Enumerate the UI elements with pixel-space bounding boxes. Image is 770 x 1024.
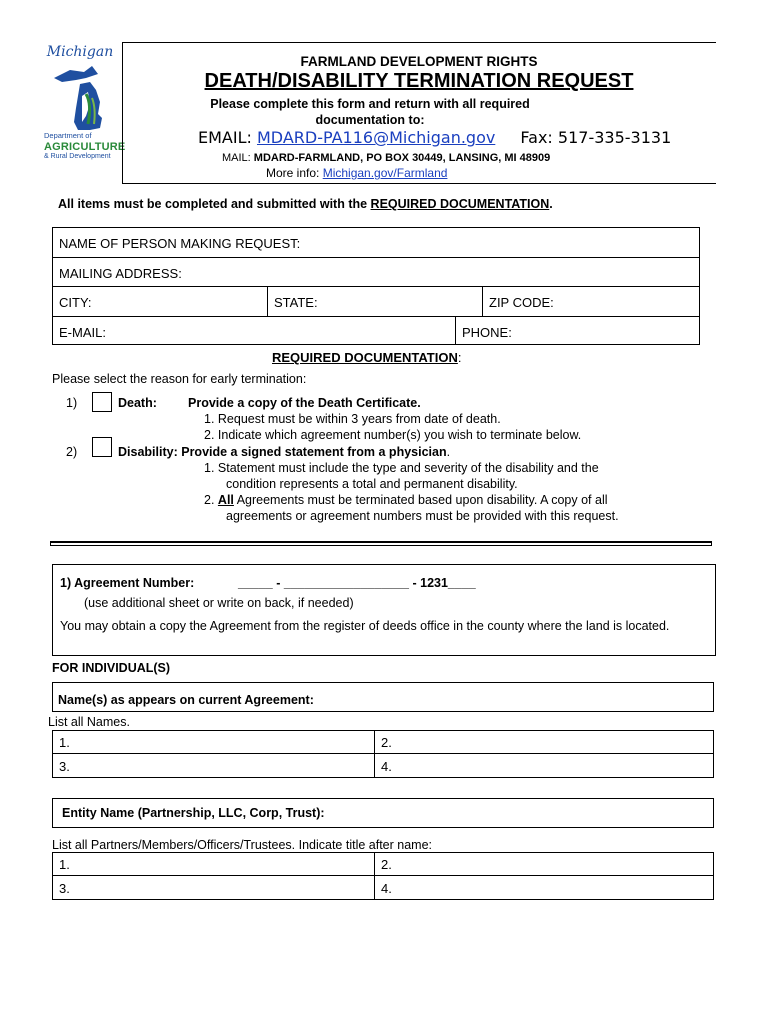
agreement-number-input[interactable]: _____ - __________________ - 1231____ [238, 576, 476, 590]
form-title: DEATH/DISABILITY TERMINATION REQUEST [204, 70, 634, 92]
agreement-number-label: 1) Agreement Number: [60, 576, 195, 590]
name-field-label: NAME OF PERSON MAKING REQUEST: [59, 236, 301, 251]
mail-address: MDARD-FARMLAND, PO BOX 30449, LANSING, MI 48909 [253, 152, 551, 164]
more-info-link[interactable]: Michigan.gov/Farmland [322, 166, 448, 180]
city-field[interactable] [52, 286, 268, 317]
logo-dept-text: Department of [44, 131, 92, 140]
entity-member-1[interactable] [52, 852, 375, 876]
mail-label: MAIL: [222, 152, 251, 164]
address-field[interactable] [52, 257, 700, 287]
option-1-heading: Provide a copy of the Death Certificate. [188, 396, 421, 410]
option-2-label: Disability: [118, 445, 178, 459]
disability-checkbox[interactable] [92, 437, 112, 457]
state-field-label: STATE: [274, 295, 318, 310]
individual-name-2-num: 2. [381, 735, 392, 750]
option-2-item-2b: agreements or agreement numbers must be provided with this request. [226, 509, 619, 523]
section-divider [50, 541, 712, 546]
option-2-heading: Provide a signed statement from a physician [181, 445, 447, 459]
email-field-label: E-MAIL: [59, 325, 106, 340]
option-2-item-1a: 1. Statement must include the type and severity of the disability and the [204, 461, 599, 475]
entity-member-3-num: 3. [59, 881, 70, 896]
option-2-item-1b: condition represents a total and permanent disability. [226, 477, 518, 491]
completion-note [58, 197, 553, 211]
individual-name-3[interactable] [52, 753, 375, 778]
option-1-item-2: 2. Indicate which agreement number(s) you wish to terminate below. [204, 428, 582, 442]
note-emphasis: REQUIRED DOCUMENTATION [370, 197, 550, 211]
entity-label: Entity Name (Partnership, LLC, Corp, Trust): [62, 806, 325, 820]
agreement-info: You may obtain a copy the Agreement from the register of deeds office in the county where the land is located. [60, 619, 670, 633]
mail-row [222, 152, 550, 164]
individual-name-4[interactable] [374, 753, 714, 778]
option-2-item-2-num: 2. [204, 493, 215, 507]
agreement-hint: (use additional sheet or write on back, if needed) [84, 596, 354, 610]
entity-member-2[interactable] [374, 852, 714, 876]
individual-name-4-num: 4. [381, 759, 392, 774]
fax-number: Fax: 517-335-3131 [520, 128, 672, 147]
option-1-number: 1) [66, 396, 78, 410]
option-1-label: Death: [118, 396, 157, 410]
zip-field-label: ZIP CODE: [489, 295, 554, 310]
death-checkbox[interactable] [92, 392, 112, 412]
individual-name-1-num: 1. [59, 735, 70, 750]
individuals-heading: FOR INDIVIDUAL(S) [52, 661, 171, 675]
phone-field[interactable] [455, 316, 700, 345]
form-subtitle: FARMLAND DEVELOPMENT RIGHTS [300, 54, 538, 69]
entity-member-2-num: 2. [381, 857, 392, 872]
option-1-item-1: 1. Request must be within 3 years from date of death. [204, 412, 501, 426]
option-2-item-2-text: Agreements must be terminated based upon disability. A copy of all [233, 493, 608, 507]
state-field[interactable] [267, 286, 483, 317]
more-info-row [266, 166, 447, 180]
select-reason-text: Please select the reason for early termination: [52, 372, 307, 386]
more-info-label: More info: [266, 166, 320, 180]
option-2-heading-end: . [446, 445, 451, 459]
entity-member-4-num: 4. [381, 881, 392, 896]
entity-member-4[interactable] [374, 875, 714, 900]
logo-state-name: Michigan [46, 44, 114, 60]
note-suffix: . [549, 197, 553, 211]
email-label: EMAIL: [198, 128, 252, 147]
email-field[interactable] [52, 316, 456, 345]
entity-list-label: List all Partners/Members/Officers/Trustees. Indicate title after name: [52, 838, 433, 852]
note-prefix: All items must be completed and submitted with the [58, 197, 371, 211]
option-2-number: 2) [66, 445, 78, 459]
name-field[interactable] [52, 227, 700, 258]
individual-name-2[interactable] [374, 730, 714, 754]
list-names-label: List all Names. [48, 715, 130, 729]
individual-name-1[interactable] [52, 730, 375, 754]
required-doc-colon: : [457, 350, 462, 365]
option-2-item-2-all: All [217, 493, 234, 507]
names-label: Name(s) as appears on current Agreement: [58, 693, 314, 707]
zip-field[interactable] [482, 286, 700, 317]
logo-rural-text: & Rural Development [44, 153, 111, 160]
entity-member-3[interactable] [52, 875, 375, 900]
phone-field-label: PHONE: [462, 325, 512, 340]
form-instructions: Please complete this form and return with all required documentation to: [210, 97, 530, 127]
option-2-item-2a [204, 492, 608, 508]
email-row [198, 128, 671, 147]
entity-member-1-num: 1. [59, 857, 70, 872]
email-link[interactable]: MDARD-PA116@Michigan.gov [256, 128, 496, 147]
option-2-heading-row [118, 444, 450, 460]
logo-agriculture-text: AGRICULTURE [44, 141, 126, 153]
individual-name-3-num: 3. [59, 759, 70, 774]
required-doc-title: REQUIRED DOCUMENTATION [272, 350, 458, 365]
required-doc-heading [272, 350, 461, 365]
city-field-label: CITY: [59, 295, 92, 310]
agreement-number-row [60, 576, 194, 590]
address-field-label: MAILING ADDRESS: [59, 266, 182, 281]
